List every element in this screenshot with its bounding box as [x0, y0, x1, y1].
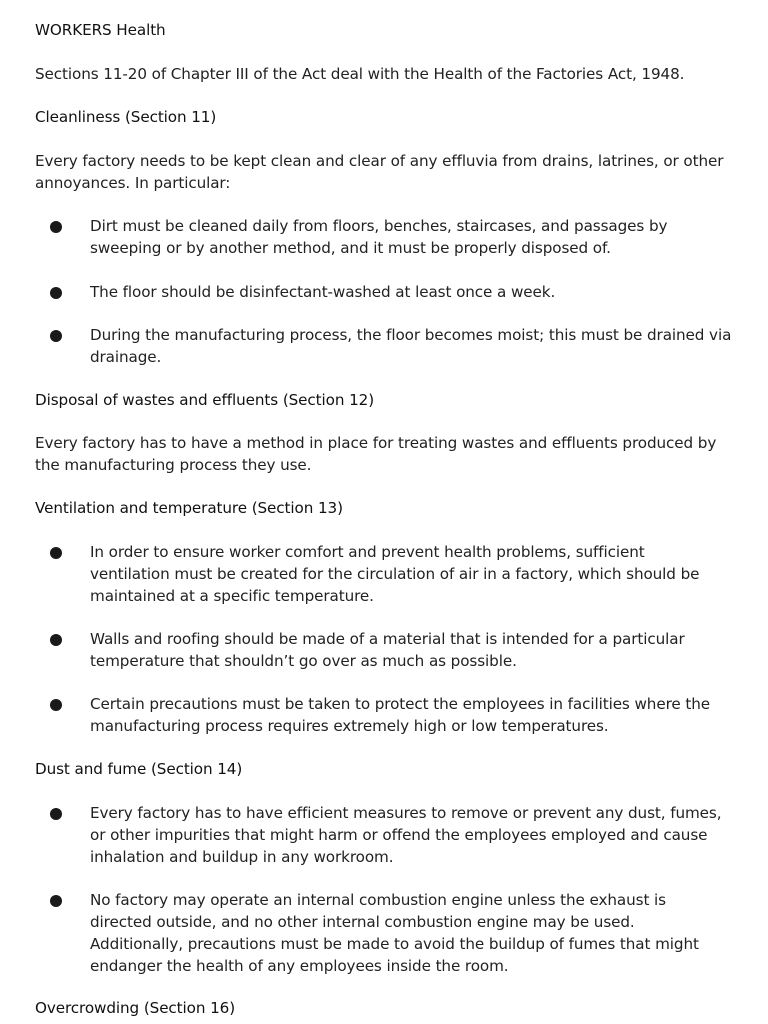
section-heading-dust-fume: Dust and fume (Section 14) — [35, 760, 243, 778]
bullet-dot-icon — [50, 808, 62, 820]
document-title: WORKERS Health — [35, 21, 166, 39]
bullet-dot-icon — [50, 330, 62, 342]
bullet-text: Dirt must be cleaned daily from floors, benches, staircases, and passages by sweeping or by another method, and it must be properly disposed of. — [90, 217, 668, 257]
bullet-dot-icon — [50, 221, 62, 233]
section-heading-overcrowding: Overcrowding (Section 16) — [35, 999, 236, 1017]
bullet-dot-icon — [50, 699, 62, 711]
intro-paragraph: Sections 11-20 of Chapter III of the Act deal with the Health of the Factories Act, 1948. — [35, 65, 685, 83]
bullet-text: Certain precautions must be taken to protect the employees in facilities where the manufacturing process requires extremely high or low temperatures. — [90, 695, 710, 735]
bullet-text: Walls and roofing should be made of a material that is intended for a particular temperature that shouldn’t go over as much as possible. — [90, 630, 685, 670]
disposal-paragraph: Every factory has to have a method in place for treating wastes and effluents produced by the manufacturing process they use. — [35, 434, 717, 474]
section-heading-cleanliness: Cleanliness (Section 11) — [35, 108, 217, 126]
cleanliness-paragraph: Every factory needs to be kept clean and clear of any effluvia from drains, latrines, or other annoyances. In particular: — [35, 152, 724, 192]
bullet-text: No factory may operate an internal combustion engine unless the exhaust is directed outside, and no other internal combustion engine may be used. Additionally, precautions must be made to avoid the buildup of fumes that might endanger the health of any employees inside the room. — [90, 891, 699, 975]
bullet-dot-icon — [50, 634, 62, 646]
bullet-text: The floor should be disinfectant-washed at least once a week. — [90, 283, 556, 301]
bullet-dot-icon — [50, 895, 62, 907]
bullet-dot-icon — [50, 287, 62, 299]
section-heading-ventilation: Ventilation and temperature (Section 13) — [35, 499, 343, 517]
bullet-dot-icon — [50, 547, 62, 559]
section-heading-disposal: Disposal of wastes and effluents (Section 12) — [35, 391, 375, 409]
bullet-text: During the manufacturing process, the floor becomes moist; this must be drained via drainage. — [90, 326, 732, 366]
bullet-text: Every factory has to have efficient measures to remove or prevent any dust, fumes, or other impurities that might harm or offend the employees employed and cause inhalation and buildup in any workroom. — [90, 804, 722, 866]
bullet-text: In order to ensure worker comfort and prevent health problems, sufficient ventilation must be created for the circulation of air in a factory, which should be maintained at a specific temperature. — [90, 543, 700, 605]
